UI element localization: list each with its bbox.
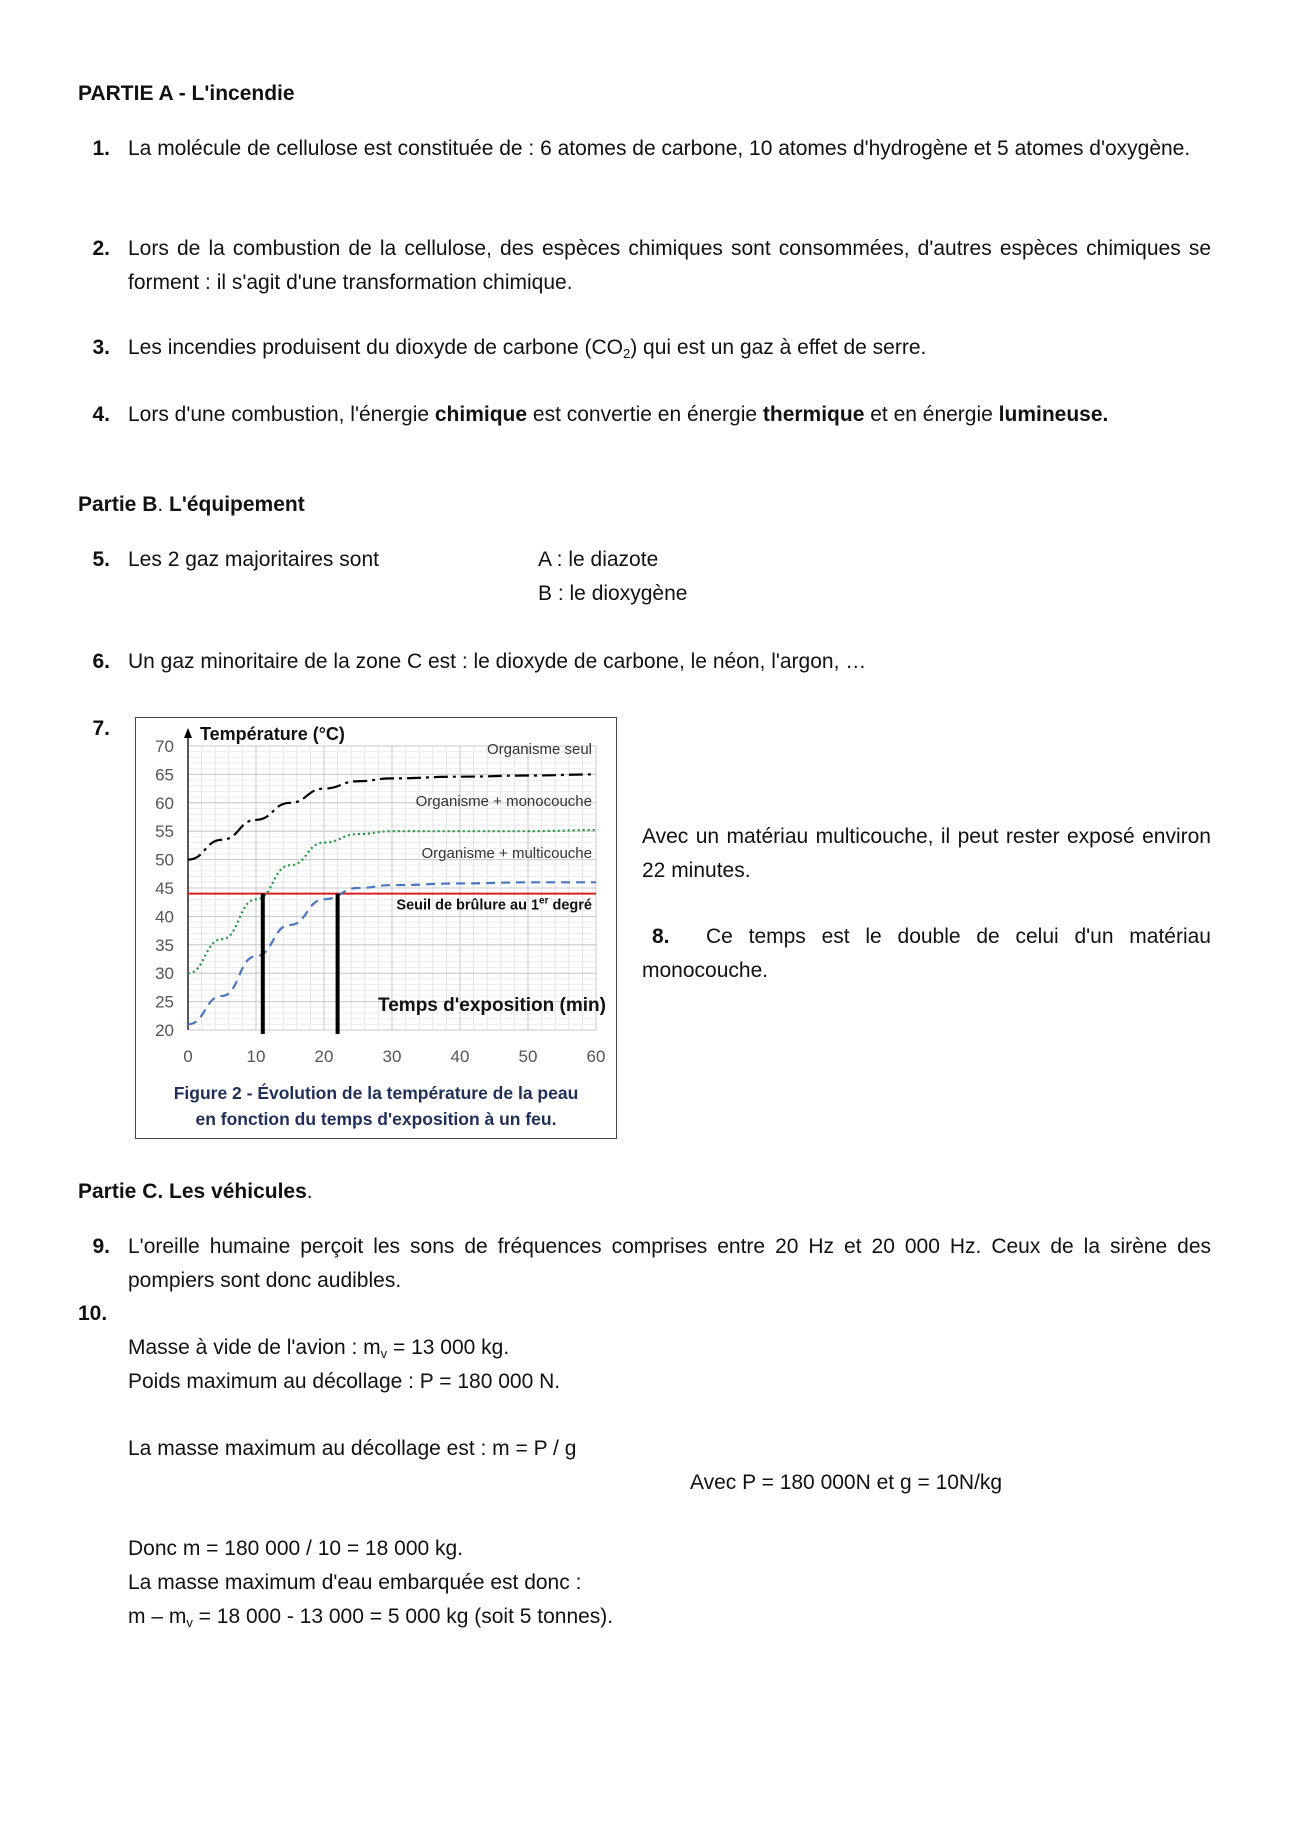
y-tick-label: 55 (155, 822, 174, 842)
part-a-title: PARTIE A - L'incendie (78, 82, 295, 105)
y-tick-label: 50 (155, 850, 174, 870)
answer-8: 8. Ce temps est le double de celui d'un matériau monocouche. (642, 925, 1211, 982)
question-number: 10. (78, 1302, 108, 1325)
y-tick-label: 20 (155, 1021, 174, 1040)
answer-10-line-2: Poids maximum au décollage : P = 180 000 N. (128, 1370, 561, 1393)
answer-10-line-3: La masse maximum au décollage est : m = P / g (128, 1437, 577, 1460)
y-tick-label: 70 (155, 737, 174, 756)
answer-6: Un gaz minoritaire de la zone C est : le dioxyde de carbone, le néon, l'argon, … (128, 650, 867, 673)
figure-caption: en fonction du temps d'exposition à un feu. (195, 1109, 557, 1129)
x-tick-label: 30 (382, 1047, 402, 1066)
threshold-label: Seuil de brûlure au 1er degré (396, 895, 592, 914)
y-axis-arrow (184, 728, 192, 738)
answer-4: Lors d'une combustion, l'énergie chimique est convertie en énergie thermique et en énergie lumineuse. (128, 403, 1109, 426)
answer-1: La molécule de cellulose est constituée de : 6 atomes de carbone, 10 atomes d'hydrogène et 5 atomes d'oxygène. (128, 137, 1191, 160)
series-label: Organisme seul (486, 741, 592, 758)
answer-5-b: B : le dioxygène (538, 582, 688, 605)
y-tick-label: 25 (155, 992, 174, 1012)
answer-10-line-7: $m - m_v = 18$ 000 - 13 000 = 5 000 kg (soit 5 tonnes). (128, 1605, 614, 1630)
x-tick-label: 20 (314, 1047, 334, 1066)
y-tick-label: 40 (155, 907, 174, 927)
question-number: 3. (92, 336, 110, 359)
answer-10-line-4: Avec P = 180 000N et g = 10N/kg (690, 1471, 1003, 1494)
part-c-title: Partie C. Les véhicules. (78, 1180, 313, 1203)
question-number: 7. (92, 717, 110, 740)
y-tick-label: 30 (155, 964, 174, 984)
answer-3: Les incendies produisent du dioxyde de carbone $(CO_2)$ qui est un gaz à effet de serre. (128, 336, 927, 361)
temperature-chart (136, 718, 616, 1138)
y-tick-label: 60 (155, 793, 174, 813)
answer-10-line-5: Donc m = 180 000 / 10 = 18 000 kg. (128, 1537, 464, 1560)
y-axis-title: Température (°C) (200, 724, 345, 744)
x-tick-label: 0 (183, 1047, 193, 1066)
answer-7: Avec un matériau multicouche, il peut rester exposé environ 22 minutes. (642, 825, 1211, 882)
answer-5: Les 2 gaz majoritaires sont (128, 548, 379, 571)
series-label: Organisme + multicouche (421, 845, 592, 862)
answer-2: Lors de la combustion de la cellulose, des espèces chimiques sont consommées, d'autres espèces chimiques se forment : il s'agit d'une transformation chimique. (128, 237, 1211, 294)
x-tick-label: 40 (450, 1047, 470, 1066)
x-tick-label: 50 (518, 1047, 538, 1066)
y-tick-label: 35 (155, 935, 174, 955)
x-tick-label: 60 (586, 1047, 606, 1066)
question-number: 9. (92, 1235, 110, 1258)
part-b-title: Partie B. L'équipement (78, 493, 305, 516)
series-label: Organisme + monocouche (415, 793, 592, 810)
x-tick-label: 10 (246, 1047, 266, 1066)
figure-2 (135, 717, 617, 1139)
answer-5-a: A : le diazote (538, 548, 659, 571)
question-number: 6. (92, 650, 110, 673)
question-number: 4. (92, 403, 110, 426)
answer-10-line-6: La masse maximum d'eau embarquée est donc : (128, 1571, 582, 1594)
y-tick-label: 45 (155, 879, 174, 898)
question-number: 1. (92, 137, 110, 160)
answer-9: L'oreille humaine perçoit les sons de fréquences comprises entre 20 Hz et 20 000 Hz. Ceux de la sirène des pompiers sont donc audibles. (128, 1235, 1211, 1292)
question-number: 5. (92, 548, 110, 571)
answer-10-line-1: Masse à vide de l'avion : $m_v = 13$ 000 kg. (128, 1336, 510, 1361)
question-number: 2. (92, 237, 110, 260)
y-tick-label: 65 (155, 765, 174, 785)
figure-caption: Figure 2 - Évolution de la température de la peau (173, 1083, 579, 1103)
x-axis-title: Temps d'exposition (min) (378, 995, 606, 1016)
